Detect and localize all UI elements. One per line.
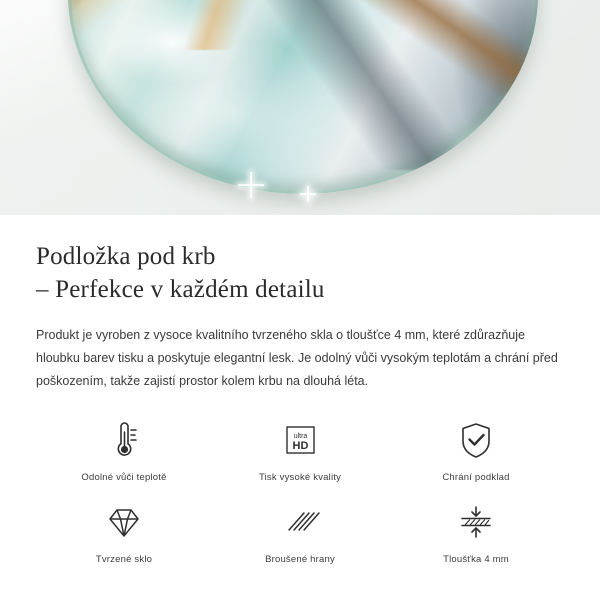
content-area	[0, 215, 600, 565]
shield-check-icon	[456, 419, 496, 463]
feature-label: Tvrzené sklo	[95, 554, 153, 566]
headline-line-2: – Perfekce v každém detailu	[36, 275, 325, 303]
ultra-hd-icon	[278, 419, 322, 463]
headline-line-1: Podložka pod krb	[36, 243, 216, 270]
feature-print-quality	[212, 419, 388, 483]
hero-image	[0, 0, 600, 215]
diamond-icon	[102, 501, 146, 545]
feature-thickness	[388, 501, 564, 565]
feature-surface-protection	[388, 419, 564, 483]
svg-text:ultra: ultra	[293, 433, 308, 441]
thermometer-icon	[104, 419, 144, 463]
feature-label: Chrání podklad	[442, 472, 510, 484]
polished-edges-icon	[278, 501, 322, 545]
svg-text:HD: HD	[292, 440, 309, 453]
feature-label: Broušené hrany	[265, 554, 335, 566]
thickness-arrows-icon	[454, 501, 498, 545]
marble-glass-disc	[68, 0, 538, 194]
page-title	[36, 241, 564, 306]
feature-tempered-glass	[36, 501, 212, 565]
feature-temperature-resistance	[36, 419, 212, 483]
feature-label: Tisk vysoké kvality	[258, 472, 342, 484]
feature-polished-edges	[212, 501, 388, 565]
feature-grid	[36, 419, 564, 565]
product-description: Produkt je vyroben z vysoce kvalitního tvrzeného skla o tloušťce 4 mm, které zdůrazňuje hloubku barev tisku a poskytuje elegantní lesk. Je odolný vůči vysokým teplotám a chrání před poškozením, takže zajistí prostor kolem krbu na dlouhá léta.	[36, 328, 558, 389]
feature-label: Tloušťka 4 mm	[443, 554, 509, 566]
feature-label: Odolné vůči teplotě	[81, 472, 167, 484]
